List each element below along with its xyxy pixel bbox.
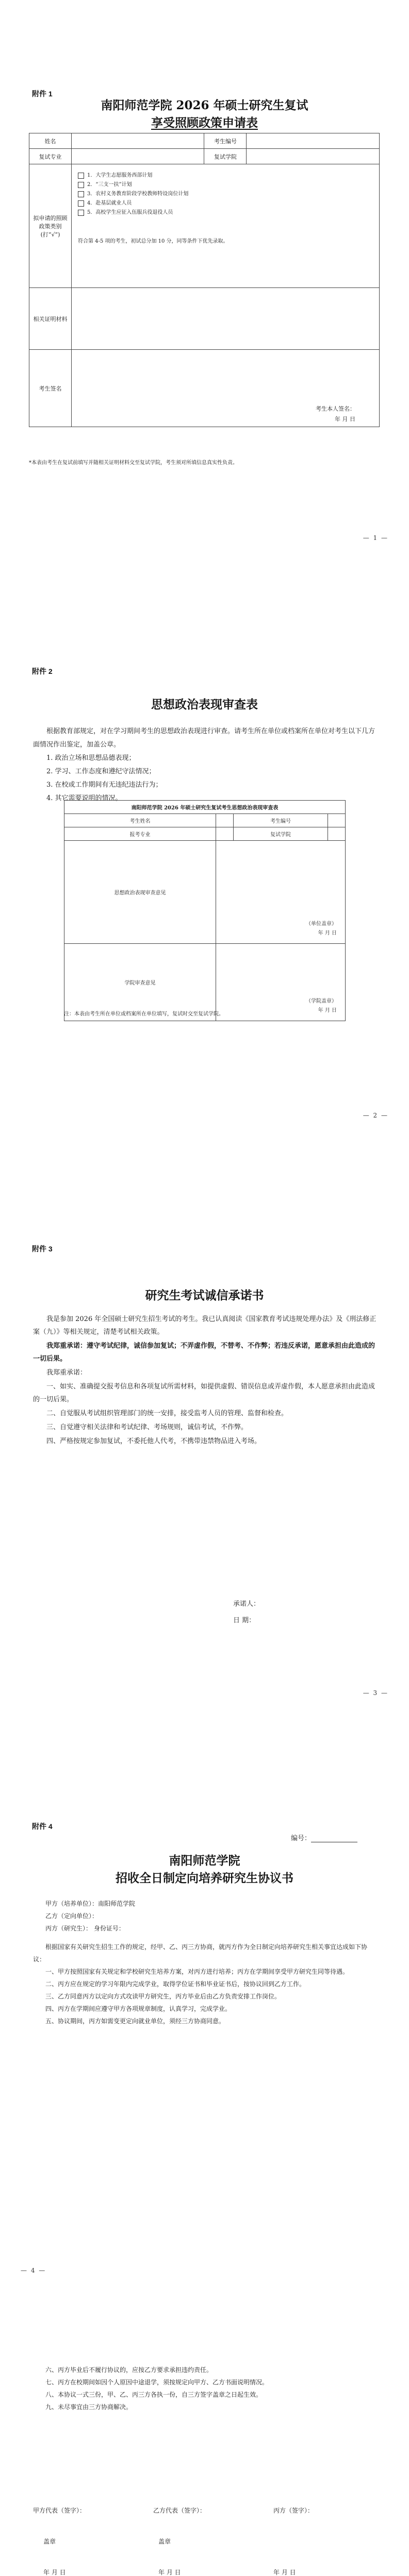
sign-field[interactable] <box>72 350 380 427</box>
party-c: 丙方（研究生）： 身份证号： <box>45 1925 125 1932</box>
date-text: 年 月 日 <box>318 1008 337 1013</box>
title-line-2: 招收全日制定向培养研究生协议书 <box>116 1871 293 1885</box>
page-title: 思想政治表现审查表 <box>151 698 258 711</box>
agreement-body-continued <box>33 2364 377 2413</box>
attachment-label: 附件 2 <box>32 667 53 675</box>
title-line-1: 南阳师范学院 <box>169 1854 240 1868</box>
college-label: 复试学院 <box>233 827 328 841</box>
exam-id-label: 考生编号 <box>233 814 328 827</box>
page-title <box>31 97 378 132</box>
party-b: 乙方（定向单位）： <box>45 1912 99 1920</box>
agreement-number <box>291 1833 357 1842</box>
pledge-body <box>33 1313 377 1449</box>
title-line-1: 南阳师范学院 2026 年硕士研究生复试 <box>101 98 308 112</box>
seal-text: （单位盖章） <box>306 921 337 927</box>
date-text: 年 月 日 <box>318 930 337 936</box>
bold-paragraph: 我郑重承诺：遵守考试纪律，诚信参加复试；不弄虚作假，不替考、不作弊；若违反承诺，愿意承担由此造成的一切后果。 <box>33 1342 375 1363</box>
opinion-field[interactable] <box>216 841 346 944</box>
policy-options <box>72 164 380 288</box>
policy-note: 符合第 4-5 项的考生，初试总分加 10 分，同等条件下优先录取。 <box>78 239 228 244</box>
date-c[interactable]: 年 月 日 <box>273 2569 296 2576</box>
checkbox-icon[interactable] <box>78 210 84 216</box>
page-1 <box>0 0 409 578</box>
party-a: 甲方（培养单位）：南阳师范学院 <box>45 1900 136 1907</box>
page-4 <box>0 1733 409 2310</box>
seal-b: 盖章 <box>158 2538 171 2545</box>
paragraph: 我是参加 2026 年全国硕士研究生招生考试的考生。我已认真阅读《国家教育考试违规处理办法》及《刑法修正案（九）》等相关规定，清楚考试相关政策。 <box>33 1315 377 1336</box>
exam-id-field[interactable] <box>328 814 346 827</box>
pledge-signature <box>233 1596 260 1629</box>
policy-option[interactable]: 1．大学生志愿服务西部计划 <box>78 172 373 180</box>
name-field[interactable] <box>216 814 234 827</box>
page-number: — 3 — <box>363 1689 388 1697</box>
attachment-label: 附件 4 <box>32 1822 53 1831</box>
page-5 <box>0 2310 409 2576</box>
signature-row <box>33 2506 377 2515</box>
agreement-body <box>33 1897 377 2027</box>
policy-option[interactable]: 3．农村义务教育阶段学校教师特设岗位计划 <box>78 190 373 198</box>
name-label: 考生姓名 <box>64 814 216 827</box>
list-item: 3. 在校或工作期间有无违纪违法行为； <box>46 781 162 789</box>
application-form-table <box>29 133 380 427</box>
major-field[interactable] <box>216 827 234 841</box>
exam-id-field[interactable] <box>247 133 380 149</box>
clause: 四、丙方在学期间应遵守甲方各项规章制度，认真学习，完成学业。 <box>45 2005 232 2012</box>
list-item: 2. 学习、工作态度和遵纪守法情况； <box>46 768 156 775</box>
clause: 二、丙方应在规定的学习年限内完成学业，取得学位证书和毕业证书后，按协议回到乙方工作。 <box>45 1980 306 1988</box>
clause: 五、协议期间，丙方如需变更定向就业单位，须经三方协商同意。 <box>45 2018 225 2025</box>
sig-b[interactable]: 乙方代表（签字）： <box>153 2507 206 2514</box>
major-label: 复试专业 <box>29 149 72 164</box>
list-item: 四、严格按规定参加复试，不委托他人代考，不携带违禁物品进入考场。 <box>46 1437 261 1445</box>
policy-option[interactable]: 2．“三支一扶”计划 <box>78 181 373 189</box>
sign-label: 考生签名 <box>29 350 72 427</box>
title-line-2: 享受照顾政策申请表 <box>151 116 258 130</box>
attachment-label: 附件 1 <box>32 90 53 98</box>
seal-row <box>33 2537 377 2546</box>
seal-a: 盖章 <box>43 2538 56 2545</box>
list-item: 4. 其它需要说明的情况。 <box>46 794 122 802</box>
number-label: 编号： <box>290 1835 311 1842</box>
page-title: 研究生考试诚信承诺书 <box>145 1289 264 1302</box>
page-title <box>0 1852 409 1887</box>
date-row <box>33 2568 377 2576</box>
checkbox-icon[interactable] <box>78 191 84 197</box>
college-label: 复试学院 <box>204 149 247 164</box>
clause: 七、丙方在校期间如因个人原因中途退学，须按规定向甲方、乙方书面说明情况。 <box>45 2379 269 2386</box>
exam-id-label: 考生编号 <box>204 133 247 149</box>
footnote: *本表由考生在复试前填写并随相关证明材料交至复试学院，考生须对所填信息真实性负责。 <box>29 460 238 466</box>
date-label[interactable]: 日 期： <box>233 1617 256 1624</box>
list-item: 三、自觉遵守相关法律和考试纪律、考场规则，诚信考试，不作弊。 <box>46 1423 248 1431</box>
paragraph: 我郑重承诺： <box>46 1369 87 1377</box>
college-field[interactable] <box>247 149 380 164</box>
page-3 <box>0 1155 409 1733</box>
table-header: 南阳师范学院 2026 年硕士研究生复试考生思想政治表现审查表 <box>64 801 346 814</box>
table-note: 注：本表由考生所在单位或档案所在单位填写，复试时交至复试学院。 <box>64 1011 224 1017</box>
intro-paragraph: 根据教育部规定，对在学习期间考生的思想政治表现进行审查。请考生所在单位或档案所在单位对考生以下几方面情况作出鉴定，加盖公章。 <box>33 727 375 749</box>
sig-c[interactable]: 丙方（签字）： <box>273 2507 314 2514</box>
date-a[interactable]: 年 月 日 <box>43 2569 66 2576</box>
sign-date: 年 月 日 <box>335 416 355 422</box>
review-instructions <box>33 725 377 805</box>
college-field[interactable] <box>328 827 346 841</box>
list-item: 二、自觉服从考试组织管理部门的统一安排，接受监考人员的管理、监督和检查。 <box>46 1410 288 1417</box>
intro-paragraph: 根据国家有关研究生招生工作的规定，经甲、乙、丙三方协商，就丙方作为全日制定向培养研究生相关事宜达成如下协议： <box>33 1943 368 1963</box>
name-field[interactable] <box>72 133 204 149</box>
policy-label: 拟申请的照顾政策类别(打“√”) <box>29 164 72 288</box>
opinion-label: 思想政治表现审查意见 <box>64 841 216 944</box>
policy-option[interactable]: 5．高校学生应征入伍服兵役退役人员 <box>78 209 373 217</box>
page-number: — 2 — <box>363 1112 388 1119</box>
seal-text: （学院盖章） <box>306 998 337 1004</box>
list-item: 一、如实、准确提交报考信息和各项复试所需材料，如提供虚假、错误信息或弄虚作假，本人愿意承担由此造成的一切后果。 <box>33 1383 375 1403</box>
date-b[interactable]: 年 月 日 <box>158 2569 181 2576</box>
clause: 九、未尽事宜由三方协商解决。 <box>45 2403 133 2411</box>
name-label: 姓名 <box>29 133 72 149</box>
review-table <box>64 800 346 1021</box>
major-field[interactable] <box>72 149 204 164</box>
page-number: — 4 — <box>21 2267 46 2274</box>
clause: 三、乙方同意丙方以定向方式攻读甲方研究生，丙方毕业后由乙方负责安排工作岗位。 <box>45 1993 281 2000</box>
clause: 六、丙方毕业后不履行协议的，应按乙方要求承担违约责任。 <box>45 2366 213 2374</box>
proof-label: 相关证明材料 <box>29 288 72 350</box>
signer-label[interactable]: 承诺人： <box>233 1600 260 1608</box>
college-review-label: 学院审查意见 <box>64 944 216 1021</box>
proof-field[interactable] <box>72 288 380 350</box>
checkbox-icon[interactable] <box>78 182 84 188</box>
checkbox-icon[interactable] <box>78 200 84 207</box>
clause: 八、本协议一式三份，甲、乙、丙三方各执一份，自三方签字盖章之日起生效。 <box>45 2391 263 2398</box>
major-label: 报考专业 <box>64 827 216 841</box>
list-item: 1. 政治立场和思想品德表现； <box>46 754 136 762</box>
checkbox-icon[interactable] <box>78 173 84 179</box>
number-field[interactable] <box>311 1835 357 1842</box>
policy-option[interactable]: 4．赴基层就业人员 <box>78 199 373 208</box>
page-number: — 1 — <box>363 534 388 541</box>
attachment-label: 附件 3 <box>32 1245 53 1253</box>
sign-line: 考生本人签名： <box>316 405 355 412</box>
clause: 一、甲方按照国家有关规定和学校研究生培养方案，对丙方进行培养；丙方在学期间享受甲方研究生同等待遇。 <box>45 1968 349 1975</box>
page-2 <box>0 578 409 1155</box>
sig-a[interactable]: 甲方代表（签字）： <box>33 2507 86 2514</box>
